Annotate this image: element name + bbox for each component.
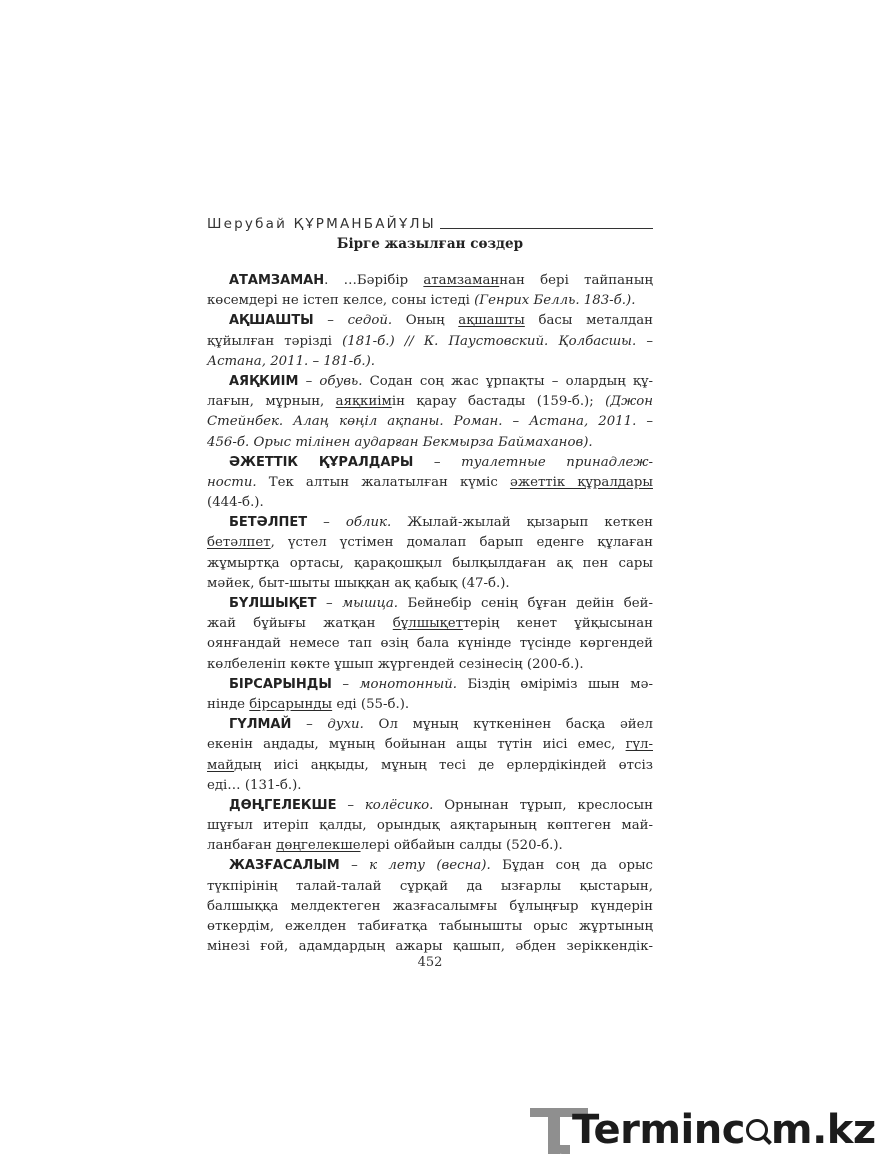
text-line xyxy=(207,816,653,836)
underlined-term: дөңгелекше xyxy=(276,838,361,854)
text-line xyxy=(207,433,653,453)
italic-text: обувь. xyxy=(319,373,363,389)
text-span: лағын, мұрнын, xyxy=(207,394,336,410)
italic-text: колёсико. xyxy=(364,797,434,813)
termincom-logo xyxy=(528,1100,876,1162)
italic-text: мышца. xyxy=(342,596,399,611)
text-line xyxy=(207,856,653,876)
text-line xyxy=(207,533,653,553)
logo-wordmark xyxy=(572,1106,876,1154)
headword: ДӨҢГЕЛЕКШЕ xyxy=(229,797,337,813)
text-span: – xyxy=(313,313,348,329)
text-line xyxy=(207,574,653,594)
text-span: өткердім, ежелден табиғатқа табынышты орыс жұртының xyxy=(207,919,653,934)
italic-text: (181-б.) // К. Паустовский. Қолбасшы. – xyxy=(342,333,653,349)
italic-text: седой. xyxy=(347,313,393,329)
page-number: 452 xyxy=(417,955,443,970)
author-name: Шерубай ҚҰРМАНБАЙҰЛЫ xyxy=(207,215,436,232)
text-span: – xyxy=(339,858,370,874)
text-line xyxy=(207,332,653,352)
text-line xyxy=(207,634,653,654)
text-span: – xyxy=(413,454,462,470)
text-line xyxy=(207,715,653,735)
text-span: шұғыл итеріп қалды, орындық аяқтарының көптеген май- xyxy=(207,818,653,834)
text-span: дың иісі аңқыды, мұның тесі де ерлердікіндей өтсіз xyxy=(234,757,653,773)
text-span: оянғандай немесе тап өзің бала күнінде түсінде көргендей xyxy=(207,636,653,652)
dictionary-text xyxy=(207,271,653,957)
text-line xyxy=(207,352,653,372)
text-span: жұмыртқа ортасы, қарақошқыл былқылдаған ақ пен сары xyxy=(207,555,653,571)
magnifier-icon xyxy=(745,1118,771,1146)
text-line xyxy=(207,594,653,614)
text-line xyxy=(207,776,653,796)
italic-text: (Генрих Белль. 183-б.). xyxy=(474,293,636,309)
headword: БЕТӘЛПЕТ xyxy=(229,515,308,531)
underlined-term: аяқкиім xyxy=(335,394,392,410)
italic-text: к лету (весна). xyxy=(369,858,491,874)
italic-text: туалетные принадлеж- xyxy=(461,454,654,470)
text-line xyxy=(207,655,653,675)
underlined-term: май xyxy=(207,757,235,773)
text-span: Бұдан соң да орыс xyxy=(490,858,653,874)
text-line xyxy=(207,372,653,392)
text-span: нінде xyxy=(207,696,250,712)
text-span: еді (55-б.). xyxy=(332,696,410,712)
text-span: ланбаған xyxy=(207,838,277,854)
text-span: – xyxy=(307,515,346,531)
logo-text-end: m.kz xyxy=(770,1107,876,1153)
running-header xyxy=(207,211,653,231)
text-span: еді… (131-б.). xyxy=(207,777,302,793)
text-line xyxy=(207,756,653,776)
text-span: көлбеленіп көкте ұшып жүргендей сезінесің (200-б.). xyxy=(207,656,584,672)
text-span: – xyxy=(336,797,365,813)
text-span: , үстел үстімен домалап барып еденге құлаған xyxy=(270,535,653,551)
header-rule xyxy=(440,228,653,229)
headword: БІРСАРЫНДЫ xyxy=(229,676,332,692)
text-line xyxy=(207,412,653,432)
text-line xyxy=(207,877,653,897)
section-title: Бірге жазылған сөздер xyxy=(336,236,524,252)
text-span: Бейнебір сенің бұған дейін бей- xyxy=(398,596,654,611)
underlined-term: бұлшықет xyxy=(392,616,463,632)
headword: АТАМЗАМАН xyxy=(229,273,325,288)
italic-text: облик. xyxy=(345,515,392,531)
text-line xyxy=(207,473,653,493)
text-span: Біздің өміріміз шын мә- xyxy=(457,676,653,692)
text-span: – xyxy=(298,373,320,389)
text-line xyxy=(207,614,653,634)
italic-text: Стейнбек. Алаң көңіл ақпаны. Роман. – Астана, 2011. – xyxy=(207,414,653,430)
text-span: мінезі ғой, адамдардың ажары қашып, әбден зеріккендік- xyxy=(207,939,653,955)
text-span: Жылай-жылай қызарып кеткен xyxy=(391,515,653,531)
text-line xyxy=(207,695,653,715)
text-span: басы металдан xyxy=(524,313,653,329)
headword: ЖАЗҒАСАЛЫМ xyxy=(229,858,340,874)
text-span: терің кенет ұйқысынан xyxy=(462,616,653,632)
text-span: балшыққа мелдектеген жазғасалымғы бұлыңғыр күндерін xyxy=(207,898,653,914)
text-span: жай бұйығы жатқан xyxy=(207,616,393,632)
headword: ӘЖЕТТІК ҚҰРАЛДАРЫ xyxy=(229,454,414,470)
text-span: . …Бәрібір xyxy=(324,273,424,288)
italic-text: (Джон xyxy=(605,394,653,410)
text-span: көсемдері не істеп келсе, соны істеді xyxy=(207,293,475,309)
text-line xyxy=(207,392,653,412)
italic-text: Астана, 2011. – 181-б.). xyxy=(207,353,375,369)
text-span: – xyxy=(316,596,343,611)
underlined-term: гүл- xyxy=(625,737,653,753)
headword: АЯҚКИІМ xyxy=(229,373,299,389)
text-span: – xyxy=(331,676,360,692)
text-span: (444-б.). xyxy=(207,495,264,511)
text-span: лері ойбайын салды (520-б.). xyxy=(360,838,563,854)
text-span: екенін аңдады, мұның бойынан ащы түтін иісі емес, xyxy=(207,737,626,753)
text-span: Тек алтын жалатылған күміс xyxy=(256,474,510,490)
text-line xyxy=(207,735,653,755)
text-line xyxy=(207,897,653,917)
text-span: мәйек, быт-шыты шыққан ақ қабық (47-б.). xyxy=(207,575,510,591)
text-span: Содан соң жас ұрпақты – олардың құ- xyxy=(362,373,653,389)
headword: АҚШАШТЫ xyxy=(229,313,314,329)
text-span: құйылған тәрізді xyxy=(207,333,343,349)
headword: БҮЛШЫҚЕТ xyxy=(229,596,317,611)
text-line xyxy=(207,291,653,311)
text-span: Оның xyxy=(392,313,459,329)
underlined-term: атамзаман xyxy=(423,273,500,288)
italic-text: духи. xyxy=(327,717,364,733)
text-line xyxy=(207,675,653,695)
underlined-term: бірсарынды xyxy=(249,696,333,712)
text-line xyxy=(207,453,653,473)
text-line xyxy=(207,311,653,331)
headword: ГҮЛМАЙ xyxy=(229,717,292,733)
italic-text: ности. xyxy=(207,474,257,490)
italic-text: монотонный. xyxy=(359,676,458,692)
underlined-term: бетәлпет xyxy=(207,535,271,551)
text-line xyxy=(207,796,653,816)
text-line xyxy=(207,271,653,291)
text-span: ін қарау бастады (159-б.); xyxy=(391,394,606,410)
text-line xyxy=(207,513,653,533)
underlined-term: ақшашты xyxy=(458,313,525,329)
logo-text-start: Terminc xyxy=(572,1107,745,1153)
underlined-term: әжеттік құралдары xyxy=(509,474,653,490)
text-line xyxy=(207,493,653,513)
text-line xyxy=(207,836,653,856)
text-span: нан бері тайпаның xyxy=(499,273,654,288)
text-span: Орнынан тұрып, креслосын xyxy=(433,797,653,813)
text-line xyxy=(207,917,653,937)
text-line xyxy=(207,554,653,574)
text-span: – xyxy=(291,717,328,733)
text-span: Ол мұның күткенінен басқа әйел xyxy=(363,717,653,733)
italic-text: 456-б. Орыс тілінен аударған Бекмырза Баймаханов). xyxy=(207,434,593,450)
text-span: түкпірінің талай-талай сұрқай да ызғарлы қыстарын, xyxy=(207,878,653,894)
